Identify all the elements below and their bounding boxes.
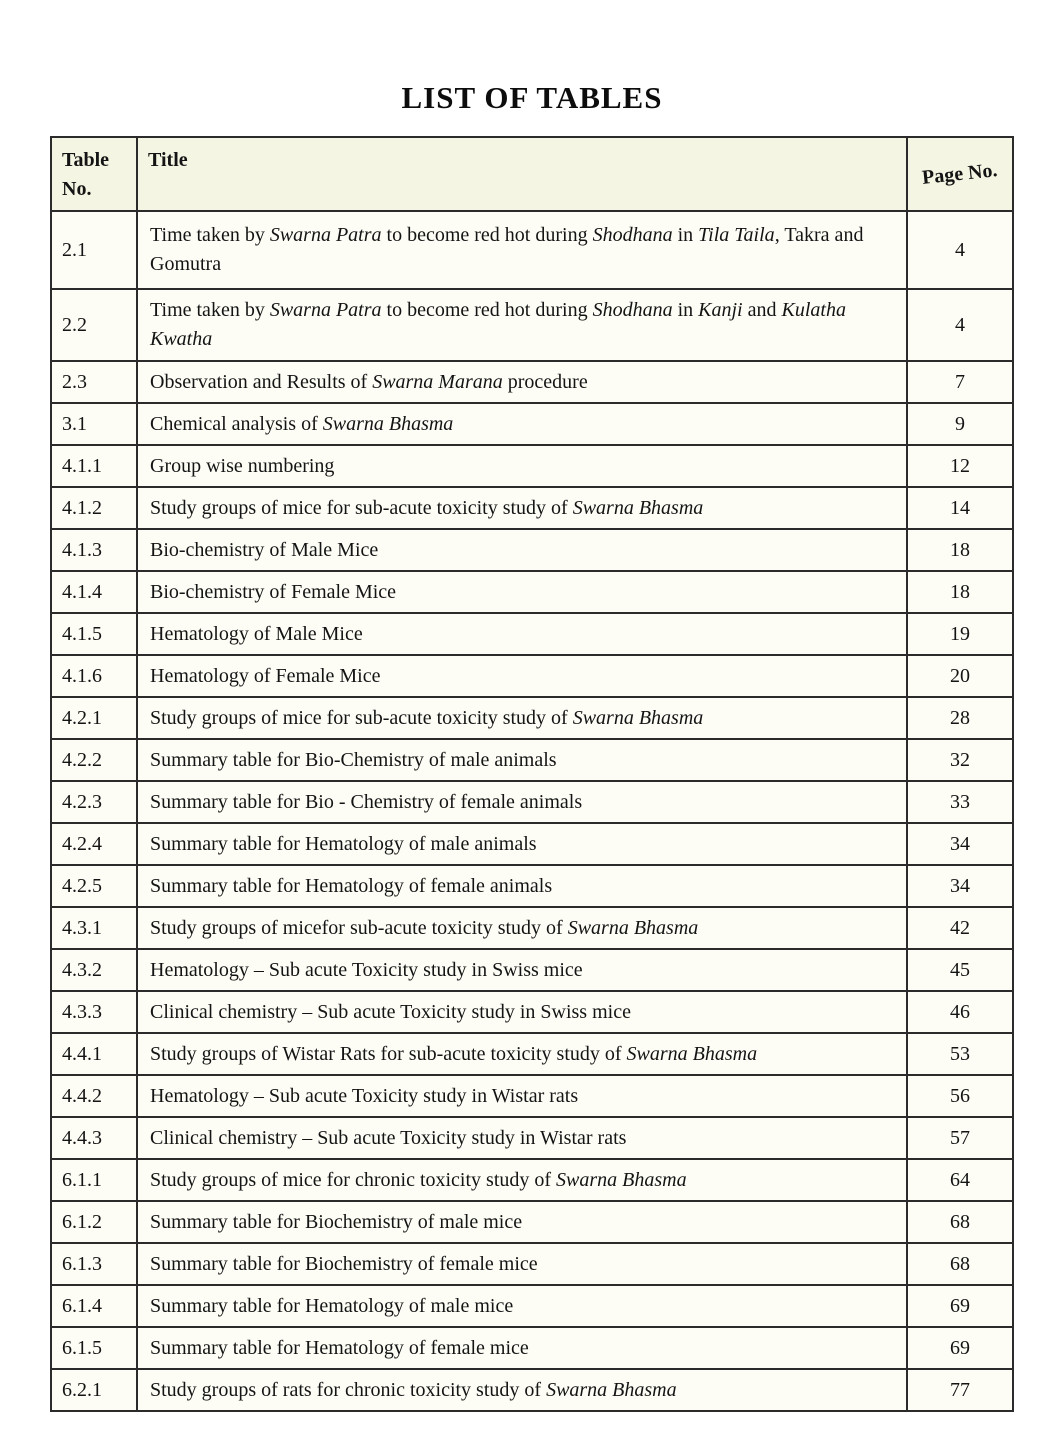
title-segment: Chemical analysis of [150, 412, 323, 435]
table-row [51, 991, 1013, 1033]
title-segment-italic: Swarna Bhasma [556, 1168, 687, 1191]
title-segment: Clinical chemistry – Sub acute Toxicity study in Swiss mice [150, 1000, 631, 1023]
page-no-cell: 20 [907, 655, 1013, 697]
table-row [51, 1285, 1013, 1327]
page-no-cell: 9 [907, 403, 1013, 445]
page-no-cell: 69 [907, 1285, 1013, 1327]
table-no-cell: 6.1.1 [51, 1159, 137, 1201]
table-title-cell [137, 1159, 907, 1201]
table-title-cell [137, 1327, 907, 1369]
table-no-cell: 4.4.2 [51, 1075, 137, 1117]
title-segment: Summary table for Hematology of female animals [150, 874, 553, 897]
title-segment: Hematology – Sub acute Toxicity study in Swiss mice [150, 958, 583, 981]
list-of-tables [50, 136, 1014, 1412]
title-segment: Hematology of Female Mice [150, 664, 381, 687]
column-header-table-no: Table No. [51, 137, 137, 211]
table-row [51, 907, 1013, 949]
table-title-cell [137, 781, 907, 823]
table-no-cell: 6.1.4 [51, 1285, 137, 1327]
table-row [51, 781, 1013, 823]
table-row [51, 697, 1013, 739]
table-title-cell [137, 211, 907, 289]
title-segment: Study groups of micefor sub-acute toxicity study of [150, 916, 568, 939]
title-segment-italic: Swarna Patra [269, 224, 382, 246]
table-row [51, 949, 1013, 991]
title-segment: Summary table for Biochemistry of female mice [150, 1252, 538, 1275]
page-no-cell: 69 [907, 1327, 1013, 1369]
table-title-cell [137, 1369, 907, 1411]
table-row [51, 1033, 1013, 1075]
table-row [51, 529, 1013, 571]
table-row [51, 289, 1013, 361]
page-no-cell: 34 [907, 865, 1013, 907]
column-header-page-no [907, 137, 1013, 211]
title-segment: Study groups of mice for chronic toxicity study of [150, 1168, 557, 1191]
page-no-cell: 46 [907, 991, 1013, 1033]
table-row [51, 1369, 1013, 1411]
column-header-title: Title [137, 137, 907, 211]
title-segment: Time taken by [150, 299, 270, 321]
title-segment: Hematology – Sub acute Toxicity study in Wistar rats [150, 1084, 579, 1107]
title-segment: Time taken by [150, 224, 270, 246]
title-segment-italic: Swarna Marana [372, 370, 503, 393]
page-no-cell: 42 [907, 907, 1013, 949]
table-no-cell: 6.2.1 [51, 1369, 137, 1411]
title-segment: to become red hot during [381, 224, 593, 246]
table-row [51, 655, 1013, 697]
table-title-cell [137, 1201, 907, 1243]
table-row [51, 361, 1013, 403]
page-no-cell: 18 [907, 529, 1013, 571]
table-row [51, 1117, 1013, 1159]
page-no-cell: 19 [907, 613, 1013, 655]
page-no-cell: 7 [907, 361, 1013, 403]
title-segment: Summary table for Bio - Chemistry of female animals [150, 790, 583, 813]
title-segment-italic: Swarna Bhasma [567, 916, 699, 939]
title-segment: Summary table for Hematology of male animals [150, 832, 537, 855]
table-title-cell [137, 1075, 907, 1117]
table-no-cell: 4.4.1 [51, 1033, 137, 1075]
page-no-cell: 77 [907, 1369, 1013, 1411]
title-segment-italic: Kulatha Kwatha [150, 299, 846, 350]
table-row [51, 1243, 1013, 1285]
table-title-cell [137, 1285, 907, 1327]
page-no-cell: 14 [907, 487, 1013, 529]
title-segment-italic: Swarna Bhasma [546, 1378, 677, 1401]
title-segment: Bio-chemistry of Male Mice [150, 538, 379, 561]
page-no-cell: 53 [907, 1033, 1013, 1075]
table-title-cell [137, 403, 907, 445]
table-no-cell: 4.2.1 [51, 697, 137, 739]
table-row [51, 445, 1013, 487]
table-row [51, 1159, 1013, 1201]
title-segment-italic: Tila Taila [698, 224, 775, 246]
column-header-page-no-label: Page No. [921, 158, 999, 189]
title-segment: in [672, 299, 699, 321]
table-no-cell: 2.1 [51, 211, 137, 289]
title-segment: Study groups of mice for sub-acute toxicity study of [150, 496, 573, 519]
title-segment: procedure [502, 370, 588, 393]
table-title-cell [137, 823, 907, 865]
title-segment: Hematology of Male Mice [150, 622, 363, 645]
page-no-cell: 45 [907, 949, 1013, 991]
page-no-cell: 56 [907, 1075, 1013, 1117]
table-row [51, 211, 1013, 289]
title-segment: to become red hot during [381, 299, 593, 321]
page-no-cell: 32 [907, 739, 1013, 781]
table-row [51, 1075, 1013, 1117]
table-title-cell [137, 655, 907, 697]
title-segment-italic: Swarna Bhasma [322, 412, 454, 435]
title-segment: Summary table for Hematology of male mice [150, 1294, 514, 1317]
table-no-cell: 4.2.3 [51, 781, 137, 823]
title-segment: and [742, 299, 782, 321]
page-no-cell: 34 [907, 823, 1013, 865]
table-title-cell [137, 949, 907, 991]
table-row [51, 1201, 1013, 1243]
table-no-cell: 2.3 [51, 361, 137, 403]
table-no-cell: 4.1.6 [51, 655, 137, 697]
table-title-cell [137, 865, 907, 907]
table-row [51, 1327, 1013, 1369]
table-no-cell: 3.1 [51, 403, 137, 445]
table-row [51, 571, 1013, 613]
table-title-cell [137, 1117, 907, 1159]
table-body [51, 211, 1013, 1411]
title-segment: Clinical chemistry – Sub acute Toxicity study in Wistar rats [150, 1126, 627, 1149]
table-title-cell [137, 1033, 907, 1075]
page-no-cell: 68 [907, 1201, 1013, 1243]
table-no-cell: 4.1.3 [51, 529, 137, 571]
table-row [51, 613, 1013, 655]
table-no-cell: 4.3.2 [51, 949, 137, 991]
title-segment: Summary table for Hematology of female mice [150, 1336, 529, 1359]
table-no-cell: 4.1.5 [51, 613, 137, 655]
page-no-cell: 57 [907, 1117, 1013, 1159]
table-title-cell [137, 445, 907, 487]
title-segment-italic: Swarna Patra [269, 299, 382, 321]
table-no-cell: 4.2.2 [51, 739, 137, 781]
table-title-cell [137, 529, 907, 571]
page-no-cell: 28 [907, 697, 1013, 739]
table-no-cell: 4.1.1 [51, 445, 137, 487]
table-title-cell [137, 991, 907, 1033]
table-no-cell: 4.2.4 [51, 823, 137, 865]
page-no-cell: 18 [907, 571, 1013, 613]
title-segment-italic: Swarna Bhasma [572, 496, 704, 519]
title-segment: Summary table for Biochemistry of male mice [150, 1210, 523, 1233]
table-row [51, 403, 1013, 445]
table-no-cell: 4.1.4 [51, 571, 137, 613]
table-title-cell [137, 697, 907, 739]
title-segment: Study groups of mice for sub-acute toxicity study of [150, 706, 573, 729]
table-no-cell: 4.4.3 [51, 1117, 137, 1159]
title-segment: Observation and Results of [150, 370, 373, 393]
page-no-cell: 4 [907, 289, 1013, 361]
page-no-cell: 4 [907, 211, 1013, 289]
title-segment-italic: Swarna Bhasma [572, 706, 704, 729]
table-title-cell [137, 289, 907, 361]
title-segment: Study groups of Wistar Rats for sub-acute toxicity study of [150, 1042, 627, 1065]
table-title-cell [137, 571, 907, 613]
table-header-row [51, 137, 1013, 211]
table-no-cell: 4.2.5 [51, 865, 137, 907]
table-no-cell: 6.1.5 [51, 1327, 137, 1369]
title-segment: , Takra and Gomutra [150, 224, 864, 275]
title-segment-italic: Kanji [698, 299, 743, 321]
title-segment-italic: Shodhana [592, 224, 673, 246]
title-segment-italic: Shodhana [592, 299, 673, 321]
title-segment: Group wise numbering [150, 454, 335, 477]
table-no-cell: 6.1.2 [51, 1201, 137, 1243]
title-segment: Bio-chemistry of Female Mice [150, 580, 397, 603]
title-segment: Study groups of rats for chronic toxicity study of [150, 1378, 547, 1401]
page-no-cell: 64 [907, 1159, 1013, 1201]
table-title-cell [137, 613, 907, 655]
title-segment: Summary table for Bio-Chemistry of male animals [150, 748, 557, 771]
table-no-cell: 4.3.3 [51, 991, 137, 1033]
table-row [51, 823, 1013, 865]
page-title: LIST OF TABLES [401, 80, 663, 115]
page-no-cell: 33 [907, 781, 1013, 823]
table-title-cell [137, 739, 907, 781]
table-no-cell: 4.3.1 [51, 907, 137, 949]
table-title-cell [137, 907, 907, 949]
table-title-cell [137, 361, 907, 403]
page-no-cell: 68 [907, 1243, 1013, 1285]
table-row [51, 739, 1013, 781]
table-row [51, 487, 1013, 529]
title-segment-italic: Swarna Bhasma [626, 1042, 758, 1065]
page-no-cell: 12 [907, 445, 1013, 487]
table-title-cell [137, 487, 907, 529]
table-no-cell: 4.1.2 [51, 487, 137, 529]
table-no-cell: 6.1.3 [51, 1243, 137, 1285]
table-no-cell: 2.2 [51, 289, 137, 361]
title-segment: in [672, 224, 699, 246]
table-title-cell [137, 1243, 907, 1285]
table-row [51, 865, 1013, 907]
